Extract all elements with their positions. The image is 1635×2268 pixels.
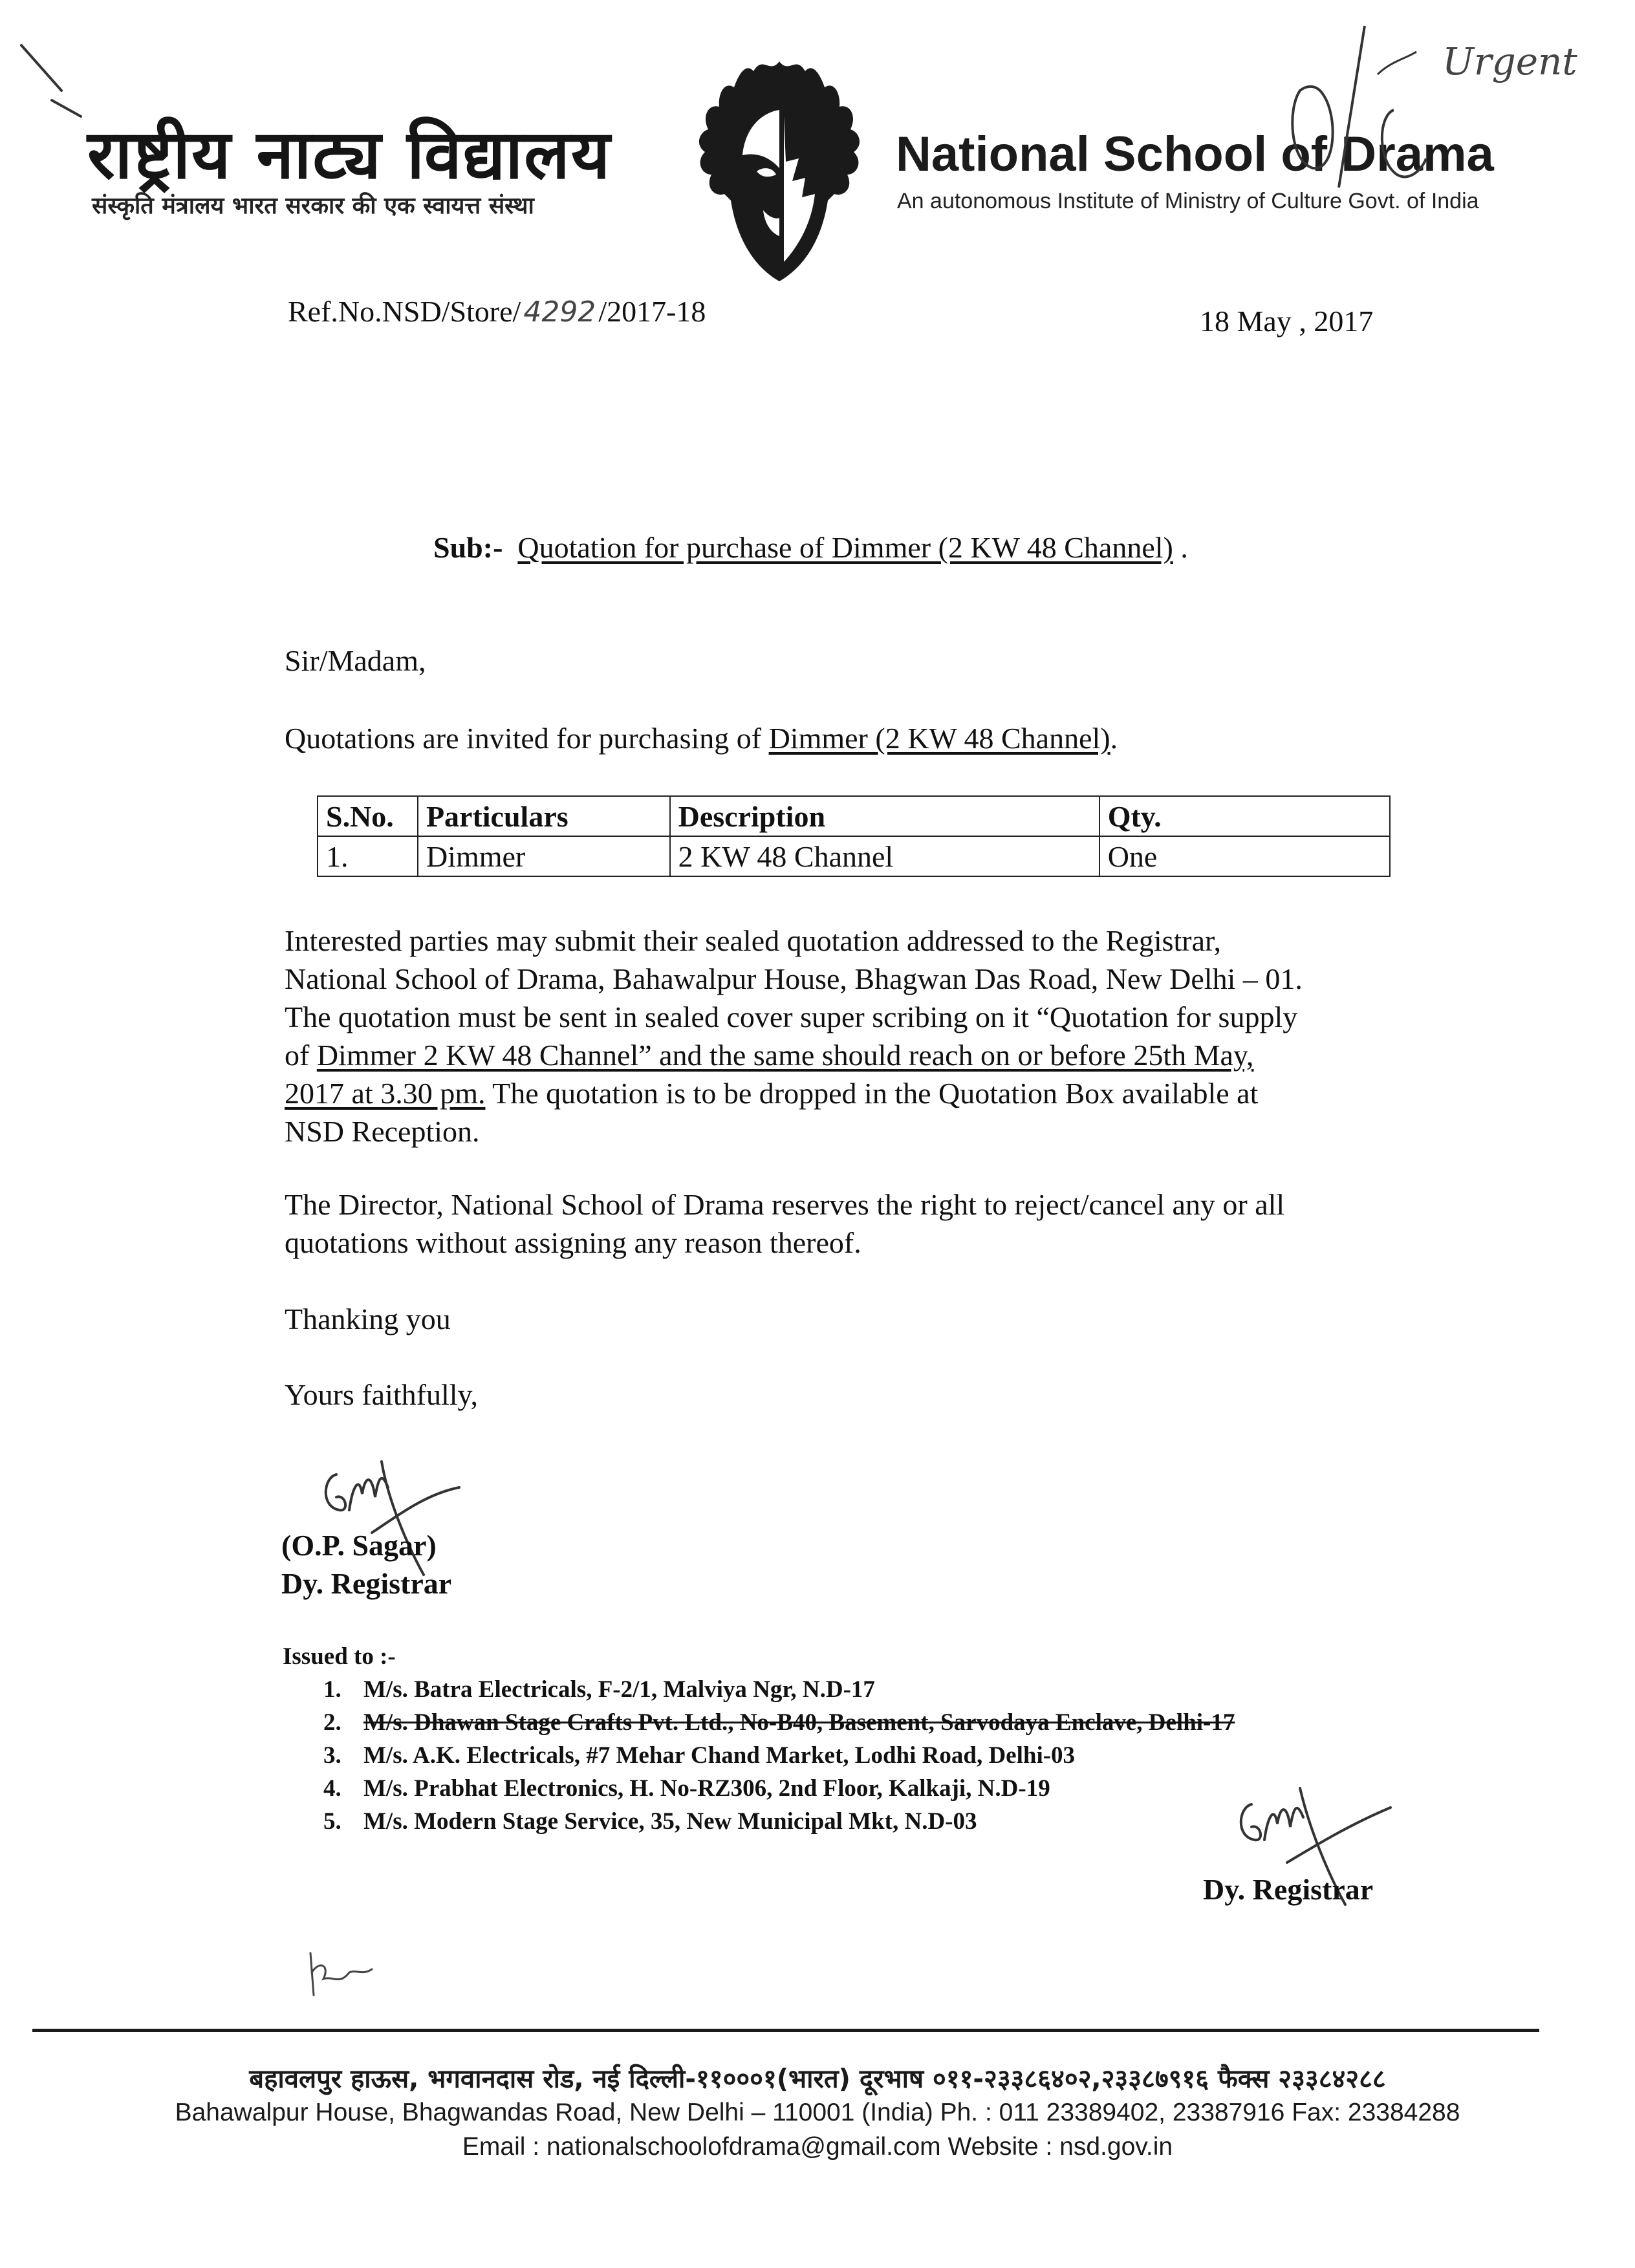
body-line-4-lead: of xyxy=(285,1039,317,1072)
handwritten-reference-number: 4292 xyxy=(523,296,596,329)
invitation-item: Dimmer (2 KW 48 Channel) xyxy=(768,722,1110,755)
header-description: Description xyxy=(670,796,1099,836)
invitation-lead: Quotations are invited for purchasing of xyxy=(285,722,769,755)
handwritten-urgent-mark xyxy=(1268,13,1604,220)
signatory-name: (O.P. Sagar) xyxy=(281,1529,437,1562)
english-institute-tagline: An autonomous Institute of Ministry of Culture Govt. of India xyxy=(897,189,1479,213)
body-line-2: National School of Drama, Bahawalpur House, Bhagwan Das Road, New Delhi – 01. xyxy=(285,962,1303,995)
subject-text: Quotation for purchase of Dimmer (2 KW 48 Channel) xyxy=(517,531,1173,564)
footer-contact: Email : nationalschoolofdrama@gmail.com Website : nsd.gov.in xyxy=(462,2133,1173,2161)
english-institute-name: National School of Drama xyxy=(896,127,1494,182)
list-item xyxy=(323,1772,1235,1805)
list-item-struck xyxy=(323,1706,1235,1739)
footer-divider xyxy=(32,2029,1539,2032)
reference-prefix: Ref.No.NSD/Store/ xyxy=(288,295,521,328)
cell-sno: 1. xyxy=(318,836,418,876)
subject-label: Sub:- xyxy=(433,531,503,564)
body-line-5-rest: The quotation is to be dropped in the Quotation Box available at xyxy=(485,1077,1259,1110)
handwritten-urgent-text: Urgent xyxy=(1442,39,1577,83)
nsd-mask-logo xyxy=(673,49,886,288)
header-sno: S.No. xyxy=(318,796,418,836)
items-table xyxy=(317,795,1391,877)
deadline-text: 2017 at 3.30 pm. xyxy=(285,1077,486,1110)
invitation-paragraph xyxy=(285,719,1118,757)
footer-address: Bahawalpur House, Bhagwandas Road, New Delhi – 110001 (India) Ph. : 011 23389402, 23387916 Fax: 23384288 xyxy=(175,2099,1460,2126)
body-line-3: The quotation must be sent in sealed cover super scribing on it “Quotation for supply xyxy=(285,1000,1298,1033)
table-header-row xyxy=(318,796,1390,836)
body-line-4 xyxy=(285,1036,1303,1074)
signatory-block xyxy=(281,1526,451,1603)
list-item xyxy=(323,1673,1235,1706)
cell-particulars: Dimmer xyxy=(418,836,670,876)
thanking-line: Thanking you xyxy=(285,1302,451,1335)
yours-faithfully: Yours faithfully, xyxy=(285,1378,479,1411)
initials-scribble xyxy=(304,1940,375,1998)
letter-date: 18 May , 2017 xyxy=(1200,305,1374,338)
body-line-4-underlined: Dimmer 2 KW 48 Channel” and the same should reach on or before 25th May, xyxy=(316,1039,1254,1072)
list-item-text: M/s. Batra Electricals, F-2/1, Malviya Ngr, N.D-17 xyxy=(363,1676,875,1703)
issued-to-list xyxy=(323,1673,1235,1838)
list-item-number: 4. xyxy=(323,1775,341,1802)
header-particulars: Particulars xyxy=(418,796,670,836)
reservation-paragraph xyxy=(285,1185,1284,1262)
list-item-number: 3. xyxy=(323,1742,341,1769)
table-row xyxy=(318,836,1390,876)
body-line-6: NSD Reception. xyxy=(285,1115,480,1148)
corner-pen-mark xyxy=(16,39,94,123)
reference-number xyxy=(288,294,706,329)
subject-trail: . xyxy=(1173,531,1188,564)
cell-qty: One xyxy=(1099,836,1390,876)
signatory-designation: Dy. Registrar xyxy=(281,1567,452,1600)
reservation-line-1: The Director, National School of Drama reserves the right to reject/cancel any or all xyxy=(285,1188,1285,1221)
second-designation: Dy. Registrar xyxy=(1203,1873,1374,1906)
header-qty: Qty. xyxy=(1099,796,1390,836)
subject-line xyxy=(433,530,1188,565)
list-item-number: 1. xyxy=(323,1676,341,1703)
reservation-line-2: quotations without assigning any reason thereof. xyxy=(285,1226,861,1259)
hindi-institute-tagline: संस्कृति मंत्रालय भारत सरकार की एक स्वायत्त संस्था xyxy=(92,193,534,219)
list-item-text: M/s. Prabhat Electronics, H. No-RZ306, 2nd Floor, Kalkaji, N.D-19 xyxy=(363,1775,1050,1802)
invitation-end: . xyxy=(1110,722,1118,755)
footer-hindi-address: बहावलपुर हाऊस, भगवानदास रोड, नई दिल्ली-११०००१(भारत) दूरभाष ०११-२३३८६४०२,२३३८७९१६ फैक्स २३३८४२८८ xyxy=(249,2064,1386,2094)
list-item xyxy=(323,1739,1235,1772)
cell-description: 2 KW 48 Channel xyxy=(670,836,1099,876)
list-item-number: 5. xyxy=(323,1808,341,1835)
reference-suffix: /2017-18 xyxy=(598,295,706,328)
body-line-5 xyxy=(285,1074,1303,1112)
list-item-number: 2. xyxy=(323,1709,341,1736)
body-line-1: Interested parties may submit their sealed quotation addressed to the Registrar, xyxy=(285,924,1222,957)
issued-to-title: Issued to :- xyxy=(283,1643,396,1670)
hindi-institute-name: राष्ट्रीय नाट्य विद्यालय xyxy=(87,115,612,194)
salutation: Sir/Madam, xyxy=(285,644,426,677)
list-item-text: M/s. Dhawan Stage Crafts Pvt. Ltd., No-B40, Basement, Sarvodaya Enclave, Delhi-17 xyxy=(363,1709,1235,1736)
list-item xyxy=(323,1805,1235,1838)
list-item-text: M/s. Modern Stage Service, 35, New Municipal Mkt, N.D-03 xyxy=(363,1808,977,1835)
list-item-text: M/s. A.K. Electricals, #7 Mehar Chand Market, Lodhi Road, Delhi-03 xyxy=(363,1742,1076,1769)
submission-paragraph xyxy=(285,922,1303,1150)
